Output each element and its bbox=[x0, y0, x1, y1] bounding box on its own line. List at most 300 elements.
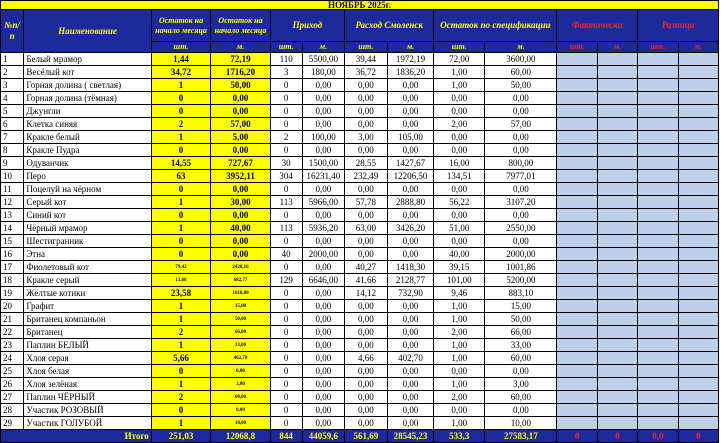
spec-qty[interactable]: 0,00 bbox=[434, 105, 485, 118]
income-m[interactable]: 0,00 bbox=[302, 326, 344, 339]
diff-cell[interactable] bbox=[678, 261, 718, 274]
fact-input-cell[interactable] bbox=[597, 66, 637, 79]
diff-cell[interactable] bbox=[678, 300, 718, 313]
start-qty[interactable]: 1 bbox=[151, 131, 210, 144]
spec-qty[interactable]: 2,00 bbox=[434, 326, 485, 339]
expense-qty[interactable]: 0,00 bbox=[345, 326, 387, 339]
start-qty[interactable]: 1,44 bbox=[151, 53, 210, 66]
row-name[interactable]: Фиолетовый кот bbox=[24, 261, 151, 274]
expense-m[interactable]: 0,00 bbox=[387, 235, 434, 248]
diff-cell[interactable] bbox=[638, 209, 678, 222]
start-qty[interactable]: 23,58 bbox=[151, 287, 210, 300]
income-qty[interactable]: 0 bbox=[270, 105, 302, 118]
start-m[interactable]: 33,00 bbox=[211, 339, 270, 352]
row-number[interactable]: 3 bbox=[1, 79, 24, 92]
row-name[interactable]: Жёлтые котики bbox=[24, 287, 151, 300]
income-m[interactable]: 0,00 bbox=[302, 209, 344, 222]
expense-qty[interactable]: 41,66 bbox=[345, 274, 387, 287]
expense-m[interactable]: 12206,50 bbox=[387, 170, 434, 183]
spec-qty[interactable]: 0,00 bbox=[434, 183, 485, 196]
fact-input-cell[interactable] bbox=[597, 274, 637, 287]
income-qty[interactable]: 0 bbox=[270, 287, 302, 300]
start-m[interactable]: 3952,11 bbox=[211, 170, 270, 183]
fact-input-cell[interactable] bbox=[557, 79, 597, 92]
income-m[interactable]: 0,00 bbox=[302, 118, 344, 131]
income-m[interactable]: 180,00 bbox=[302, 66, 344, 79]
row-number[interactable]: 28 bbox=[1, 404, 24, 417]
start-m[interactable]: 0,00 bbox=[211, 235, 270, 248]
row-number[interactable]: 2 bbox=[1, 66, 24, 79]
spec-qty[interactable]: 16,00 bbox=[434, 157, 485, 170]
row-number[interactable]: 1 bbox=[1, 53, 24, 66]
fact-input-cell[interactable] bbox=[557, 144, 597, 157]
fact-input-cell[interactable] bbox=[597, 183, 637, 196]
diff-cell[interactable] bbox=[678, 339, 718, 352]
start-qty[interactable]: 0 bbox=[151, 235, 210, 248]
expense-qty[interactable]: 4,66 bbox=[345, 352, 387, 365]
income-m[interactable]: 0,00 bbox=[302, 339, 344, 352]
spec-qty[interactable]: 134,51 bbox=[434, 170, 485, 183]
income-qty[interactable]: 0 bbox=[270, 326, 302, 339]
start-qty[interactable]: 13,66 bbox=[151, 274, 210, 287]
income-m[interactable]: 0,00 bbox=[302, 261, 344, 274]
spec-qty[interactable]: 0,00 bbox=[434, 235, 485, 248]
row-number[interactable]: 26 bbox=[1, 378, 24, 391]
start-m[interactable]: 3,00 bbox=[211, 378, 270, 391]
income-qty[interactable]: 0 bbox=[270, 339, 302, 352]
start-m[interactable]: 5,00 bbox=[211, 131, 270, 144]
start-qty[interactable]: 0 bbox=[151, 209, 210, 222]
income-qty[interactable]: 2 bbox=[270, 131, 302, 144]
diff-cell[interactable] bbox=[638, 183, 678, 196]
start-qty[interactable]: 0 bbox=[151, 144, 210, 157]
row-name[interactable]: Перо bbox=[24, 170, 151, 183]
income-qty[interactable]: 113 bbox=[270, 222, 302, 235]
fact-input-cell[interactable] bbox=[557, 261, 597, 274]
fact-input-cell[interactable] bbox=[597, 326, 637, 339]
start-m[interactable]: 57,00 bbox=[211, 118, 270, 131]
income-qty[interactable]: 0 bbox=[270, 79, 302, 92]
fact-input-cell[interactable] bbox=[557, 196, 597, 209]
spec-qty[interactable]: 0,00 bbox=[434, 365, 485, 378]
row-number[interactable]: 15 bbox=[1, 235, 24, 248]
fact-input-cell[interactable] bbox=[557, 157, 597, 170]
row-number[interactable]: 22 bbox=[1, 326, 24, 339]
diff-cell[interactable] bbox=[638, 417, 678, 430]
diff-cell[interactable] bbox=[678, 118, 718, 131]
row-number[interactable]: 21 bbox=[1, 313, 24, 326]
expense-qty[interactable]: 0,00 bbox=[345, 79, 387, 92]
expense-qty[interactable]: 0,00 bbox=[345, 404, 387, 417]
spec-qty[interactable]: 0,00 bbox=[434, 131, 485, 144]
income-qty[interactable]: 0 bbox=[270, 417, 302, 430]
fact-input-cell[interactable] bbox=[557, 131, 597, 144]
expense-qty[interactable]: 0,00 bbox=[345, 144, 387, 157]
income-qty[interactable]: 0 bbox=[270, 183, 302, 196]
income-m[interactable]: 0,00 bbox=[302, 79, 344, 92]
fact-input-cell[interactable] bbox=[557, 170, 597, 183]
income-qty[interactable]: 129 bbox=[270, 274, 302, 287]
fact-input-cell[interactable] bbox=[557, 365, 597, 378]
start-qty[interactable]: 0 bbox=[151, 248, 210, 261]
diff-cell[interactable] bbox=[678, 222, 718, 235]
diff-cell[interactable] bbox=[678, 53, 718, 66]
income-m[interactable]: 0,00 bbox=[302, 404, 344, 417]
row-number[interactable]: 24 bbox=[1, 352, 24, 365]
diff-cell[interactable] bbox=[678, 248, 718, 261]
row-number[interactable]: 20 bbox=[1, 300, 24, 313]
diff-cell[interactable] bbox=[638, 339, 678, 352]
row-name[interactable]: Участик РОЗОВЫЙ bbox=[24, 404, 151, 417]
diff-cell[interactable] bbox=[678, 209, 718, 222]
income-m[interactable]: 0,00 bbox=[302, 287, 344, 300]
diff-cell[interactable] bbox=[638, 92, 678, 105]
spec-m[interactable]: 60,00 bbox=[485, 66, 557, 79]
fact-input-cell[interactable] bbox=[557, 326, 597, 339]
income-m[interactable]: 6646,00 bbox=[302, 274, 344, 287]
expense-qty[interactable]: 0,00 bbox=[345, 209, 387, 222]
fact-input-cell[interactable] bbox=[597, 92, 637, 105]
spec-qty[interactable]: 1,00 bbox=[434, 313, 485, 326]
spec-m[interactable]: 0,00 bbox=[485, 92, 557, 105]
row-name[interactable]: Британец bbox=[24, 326, 151, 339]
fact-input-cell[interactable] bbox=[557, 183, 597, 196]
fact-input-cell[interactable] bbox=[557, 92, 597, 105]
diff-cell[interactable] bbox=[638, 391, 678, 404]
start-qty[interactable]: 14,55 bbox=[151, 157, 210, 170]
fact-input-cell[interactable] bbox=[557, 339, 597, 352]
expense-m[interactable]: 402,70 bbox=[387, 352, 434, 365]
fact-input-cell[interactable] bbox=[597, 248, 637, 261]
income-qty[interactable]: 30 bbox=[270, 157, 302, 170]
start-m[interactable]: 66,00 bbox=[211, 326, 270, 339]
expense-qty[interactable]: 0,00 bbox=[345, 378, 387, 391]
diff-cell[interactable] bbox=[638, 352, 678, 365]
fact-input-cell[interactable] bbox=[597, 118, 637, 131]
expense-qty[interactable]: 0,00 bbox=[345, 248, 387, 261]
expense-m[interactable]: 0,00 bbox=[387, 339, 434, 352]
expense-m[interactable]: 1418,30 bbox=[387, 261, 434, 274]
income-qty[interactable]: 0 bbox=[270, 209, 302, 222]
spec-m[interactable]: 33,00 bbox=[485, 339, 557, 352]
income-m[interactable]: 0,00 bbox=[302, 378, 344, 391]
spec-qty[interactable]: 51,00 bbox=[434, 222, 485, 235]
expense-qty[interactable]: 0,00 bbox=[345, 313, 387, 326]
fact-input-cell[interactable] bbox=[597, 53, 637, 66]
spec-qty[interactable]: 1,00 bbox=[434, 66, 485, 79]
diff-cell[interactable] bbox=[678, 313, 718, 326]
fact-input-cell[interactable] bbox=[597, 300, 637, 313]
expense-m[interactable]: 732,90 bbox=[387, 287, 434, 300]
income-qty[interactable]: 3 bbox=[270, 66, 302, 79]
expense-m[interactable]: 0,00 bbox=[387, 79, 434, 92]
expense-m[interactable]: 0,00 bbox=[387, 183, 434, 196]
income-m[interactable]: 100,00 bbox=[302, 131, 344, 144]
start-qty[interactable]: 2 bbox=[151, 326, 210, 339]
start-m[interactable]: 0,00 bbox=[211, 183, 270, 196]
income-m[interactable]: 16231,40 bbox=[302, 170, 344, 183]
fact-input-cell[interactable] bbox=[597, 339, 637, 352]
fact-input-cell[interactable] bbox=[557, 248, 597, 261]
fact-input-cell[interactable] bbox=[597, 287, 637, 300]
expense-m[interactable]: 0,00 bbox=[387, 105, 434, 118]
start-m[interactable]: 1616,00 bbox=[211, 287, 270, 300]
spec-m[interactable]: 0,00 bbox=[485, 209, 557, 222]
income-qty[interactable]: 0 bbox=[270, 92, 302, 105]
spec-qty[interactable]: 1,00 bbox=[434, 417, 485, 430]
diff-cell[interactable] bbox=[638, 378, 678, 391]
row-number[interactable]: 13 bbox=[1, 209, 24, 222]
diff-cell[interactable] bbox=[638, 326, 678, 339]
row-name[interactable]: Серый кот bbox=[24, 196, 151, 209]
start-m[interactable]: 0,00 bbox=[211, 144, 270, 157]
spec-qty[interactable]: 39,15 bbox=[434, 261, 485, 274]
income-qty[interactable]: 0 bbox=[270, 235, 302, 248]
spec-m[interactable]: 1001,86 bbox=[485, 261, 557, 274]
start-m[interactable]: 0,00 bbox=[211, 92, 270, 105]
spec-m[interactable]: 5200,00 bbox=[485, 274, 557, 287]
spec-m[interactable]: 3600,00 bbox=[485, 53, 557, 66]
row-number[interactable]: 14 bbox=[1, 222, 24, 235]
fact-input-cell[interactable] bbox=[557, 118, 597, 131]
expense-m[interactable]: 0,00 bbox=[387, 118, 434, 131]
spec-m[interactable]: 0,00 bbox=[485, 235, 557, 248]
expense-m[interactable]: 0,00 bbox=[387, 144, 434, 157]
start-m[interactable]: 2420,16 bbox=[211, 261, 270, 274]
start-m[interactable]: 0,00 bbox=[211, 248, 270, 261]
diff-cell[interactable] bbox=[678, 170, 718, 183]
start-m[interactable]: 10,00 bbox=[211, 417, 270, 430]
diff-cell[interactable] bbox=[678, 196, 718, 209]
diff-cell[interactable] bbox=[678, 66, 718, 79]
row-number[interactable]: 19 bbox=[1, 287, 24, 300]
spec-m[interactable]: 3107,20 bbox=[485, 196, 557, 209]
row-number[interactable]: 4 bbox=[1, 92, 24, 105]
income-qty[interactable]: 304 bbox=[270, 170, 302, 183]
row-name[interactable]: Клетка синяя bbox=[24, 118, 151, 131]
fact-input-cell[interactable] bbox=[597, 131, 637, 144]
spec-qty[interactable]: 1,00 bbox=[434, 339, 485, 352]
income-m[interactable]: 0,00 bbox=[302, 417, 344, 430]
fact-input-cell[interactable] bbox=[557, 300, 597, 313]
start-qty[interactable]: 34,72 bbox=[151, 66, 210, 79]
income-qty[interactable]: 0 bbox=[270, 313, 302, 326]
start-qty[interactable]: 1 bbox=[151, 300, 210, 313]
fact-input-cell[interactable] bbox=[557, 105, 597, 118]
start-m[interactable]: 15,00 bbox=[211, 300, 270, 313]
row-name[interactable]: Хлоя серая bbox=[24, 352, 151, 365]
start-m[interactable]: 0,00 bbox=[211, 404, 270, 417]
spec-qty[interactable]: 1,00 bbox=[434, 300, 485, 313]
start-qty[interactable]: 0 bbox=[151, 92, 210, 105]
income-m[interactable]: 1500,00 bbox=[302, 157, 344, 170]
row-number[interactable]: 9 bbox=[1, 157, 24, 170]
spec-qty[interactable]: 0,00 bbox=[434, 144, 485, 157]
fact-input-cell[interactable] bbox=[557, 417, 597, 430]
expense-m[interactable]: 0,00 bbox=[387, 404, 434, 417]
start-m[interactable]: 0,00 bbox=[211, 209, 270, 222]
row-number[interactable]: 18 bbox=[1, 274, 24, 287]
start-m[interactable]: 72,19 bbox=[211, 53, 270, 66]
expense-qty[interactable]: 0,00 bbox=[345, 183, 387, 196]
expense-qty[interactable]: 232,49 bbox=[345, 170, 387, 183]
spec-m[interactable]: 66,00 bbox=[485, 326, 557, 339]
spec-qty[interactable]: 9,46 bbox=[434, 287, 485, 300]
expense-m[interactable]: 0,00 bbox=[387, 313, 434, 326]
row-name[interactable]: Весёлый кот bbox=[24, 66, 151, 79]
fact-input-cell[interactable] bbox=[557, 209, 597, 222]
income-qty[interactable]: 0 bbox=[270, 261, 302, 274]
diff-cell[interactable] bbox=[678, 144, 718, 157]
diff-cell[interactable] bbox=[678, 235, 718, 248]
fact-input-cell[interactable] bbox=[557, 66, 597, 79]
income-m[interactable]: 0,00 bbox=[302, 183, 344, 196]
income-m[interactable]: 0,00 bbox=[302, 352, 344, 365]
spec-qty[interactable]: 40,00 bbox=[434, 248, 485, 261]
diff-cell[interactable] bbox=[678, 287, 718, 300]
row-name[interactable]: Поцелуй на чёрном bbox=[24, 183, 151, 196]
diff-cell[interactable] bbox=[638, 404, 678, 417]
diff-cell[interactable] bbox=[638, 313, 678, 326]
diff-cell[interactable] bbox=[638, 118, 678, 131]
fact-input-cell[interactable] bbox=[597, 235, 637, 248]
start-qty[interactable]: 2 bbox=[151, 118, 210, 131]
row-number[interactable]: 5 bbox=[1, 105, 24, 118]
spec-m[interactable]: 50,00 bbox=[485, 313, 557, 326]
row-name[interactable]: Шестигранник bbox=[24, 235, 151, 248]
diff-cell[interactable] bbox=[678, 157, 718, 170]
start-qty[interactable]: 2 bbox=[151, 391, 210, 404]
row-name[interactable]: Белый мрамор bbox=[24, 53, 151, 66]
spec-m[interactable]: 0,00 bbox=[485, 105, 557, 118]
expense-qty[interactable]: 36,72 bbox=[345, 66, 387, 79]
fact-input-cell[interactable] bbox=[597, 157, 637, 170]
expense-qty[interactable]: 0,00 bbox=[345, 339, 387, 352]
spec-m[interactable]: 2000,00 bbox=[485, 248, 557, 261]
row-name[interactable]: Чёрный мрамор bbox=[24, 222, 151, 235]
diff-cell[interactable] bbox=[638, 105, 678, 118]
fact-input-cell[interactable] bbox=[597, 378, 637, 391]
spec-qty[interactable]: 2,00 bbox=[434, 391, 485, 404]
diff-cell[interactable] bbox=[678, 274, 718, 287]
spec-qty[interactable]: 1,00 bbox=[434, 378, 485, 391]
spec-qty[interactable]: 1,00 bbox=[434, 79, 485, 92]
row-name[interactable]: Кракле Пудра bbox=[24, 144, 151, 157]
expense-m[interactable]: 0,00 bbox=[387, 417, 434, 430]
expense-m[interactable]: 3426,20 bbox=[387, 222, 434, 235]
fact-input-cell[interactable] bbox=[597, 209, 637, 222]
spec-m[interactable]: 7977,01 bbox=[485, 170, 557, 183]
row-name[interactable]: Одуванчик bbox=[24, 157, 151, 170]
income-qty[interactable]: 0 bbox=[270, 378, 302, 391]
spec-m[interactable]: 0,00 bbox=[485, 183, 557, 196]
fact-input-cell[interactable] bbox=[597, 391, 637, 404]
expense-qty[interactable]: 0,00 bbox=[345, 365, 387, 378]
row-name[interactable]: Паплин БЕЛЫЙ bbox=[24, 339, 151, 352]
diff-cell[interactable] bbox=[638, 300, 678, 313]
expense-qty[interactable]: 0,00 bbox=[345, 235, 387, 248]
income-m[interactable]: 0,00 bbox=[302, 365, 344, 378]
row-name[interactable]: Джунгли bbox=[24, 105, 151, 118]
diff-cell[interactable] bbox=[638, 222, 678, 235]
spec-m[interactable]: 3,00 bbox=[485, 378, 557, 391]
fact-input-cell[interactable] bbox=[597, 417, 637, 430]
start-m[interactable]: 462,70 bbox=[211, 352, 270, 365]
expense-qty[interactable]: 0,00 bbox=[345, 92, 387, 105]
expense-m[interactable]: 0,00 bbox=[387, 365, 434, 378]
row-name[interactable]: Кракле серый bbox=[24, 274, 151, 287]
start-qty[interactable]: 79,42 bbox=[151, 261, 210, 274]
fact-input-cell[interactable] bbox=[597, 313, 637, 326]
fact-input-cell[interactable] bbox=[557, 378, 597, 391]
income-qty[interactable]: 0 bbox=[270, 365, 302, 378]
diff-cell[interactable] bbox=[638, 274, 678, 287]
income-m[interactable]: 0,00 bbox=[302, 391, 344, 404]
row-name[interactable]: Этна bbox=[24, 248, 151, 261]
expense-qty[interactable]: 57,78 bbox=[345, 196, 387, 209]
fact-input-cell[interactable] bbox=[597, 144, 637, 157]
expense-qty[interactable]: 0,00 bbox=[345, 391, 387, 404]
spec-m[interactable]: 883,10 bbox=[485, 287, 557, 300]
diff-cell[interactable] bbox=[638, 157, 678, 170]
row-name[interactable]: Хлоя зелёная bbox=[24, 378, 151, 391]
row-number[interactable]: 7 bbox=[1, 131, 24, 144]
spec-m[interactable]: 0,00 bbox=[485, 365, 557, 378]
start-qty[interactable]: 1 bbox=[151, 417, 210, 430]
start-m[interactable]: 40,00 bbox=[211, 222, 270, 235]
diff-cell[interactable] bbox=[638, 66, 678, 79]
spec-qty[interactable]: 56,22 bbox=[434, 196, 485, 209]
diff-cell[interactable] bbox=[638, 365, 678, 378]
income-qty[interactable]: 0 bbox=[270, 300, 302, 313]
start-qty[interactable]: 1 bbox=[151, 339, 210, 352]
income-qty[interactable]: 110 bbox=[270, 53, 302, 66]
expense-m[interactable]: 0,00 bbox=[387, 391, 434, 404]
diff-cell[interactable] bbox=[638, 53, 678, 66]
spec-m[interactable]: 0,00 bbox=[485, 144, 557, 157]
fact-input-cell[interactable] bbox=[557, 274, 597, 287]
expense-qty[interactable]: 14,12 bbox=[345, 287, 387, 300]
diff-cell[interactable] bbox=[678, 417, 718, 430]
row-name[interactable]: Кракле белый bbox=[24, 131, 151, 144]
start-qty[interactable]: 0 bbox=[151, 404, 210, 417]
income-m[interactable]: 0,00 bbox=[302, 92, 344, 105]
income-m[interactable]: 0,00 bbox=[302, 313, 344, 326]
start-qty[interactable]: 1 bbox=[151, 313, 210, 326]
row-name[interactable]: Горная долина ( светлая) bbox=[24, 79, 151, 92]
row-number[interactable]: 16 bbox=[1, 248, 24, 261]
start-qty[interactable]: 63 bbox=[151, 170, 210, 183]
diff-cell[interactable] bbox=[638, 170, 678, 183]
start-m[interactable]: 0,00 bbox=[211, 365, 270, 378]
expense-m[interactable]: 0,00 bbox=[387, 378, 434, 391]
spec-qty[interactable]: 0,00 bbox=[434, 209, 485, 222]
diff-cell[interactable] bbox=[638, 235, 678, 248]
start-m[interactable]: 50,00 bbox=[211, 313, 270, 326]
income-qty[interactable]: 0 bbox=[270, 404, 302, 417]
fact-input-cell[interactable] bbox=[557, 53, 597, 66]
expense-m[interactable]: 2888,80 bbox=[387, 196, 434, 209]
spec-m[interactable]: 60,00 bbox=[485, 352, 557, 365]
income-m[interactable]: 5966,00 bbox=[302, 196, 344, 209]
expense-qty[interactable]: 40,27 bbox=[345, 261, 387, 274]
start-m[interactable]: 50,00 bbox=[211, 79, 270, 92]
start-qty[interactable]: 1 bbox=[151, 222, 210, 235]
row-number[interactable]: 10 bbox=[1, 170, 24, 183]
diff-cell[interactable] bbox=[678, 404, 718, 417]
row-name[interactable]: Паплин ЧЁРНЫЙ bbox=[24, 391, 151, 404]
start-qty[interactable]: 5,66 bbox=[151, 352, 210, 365]
